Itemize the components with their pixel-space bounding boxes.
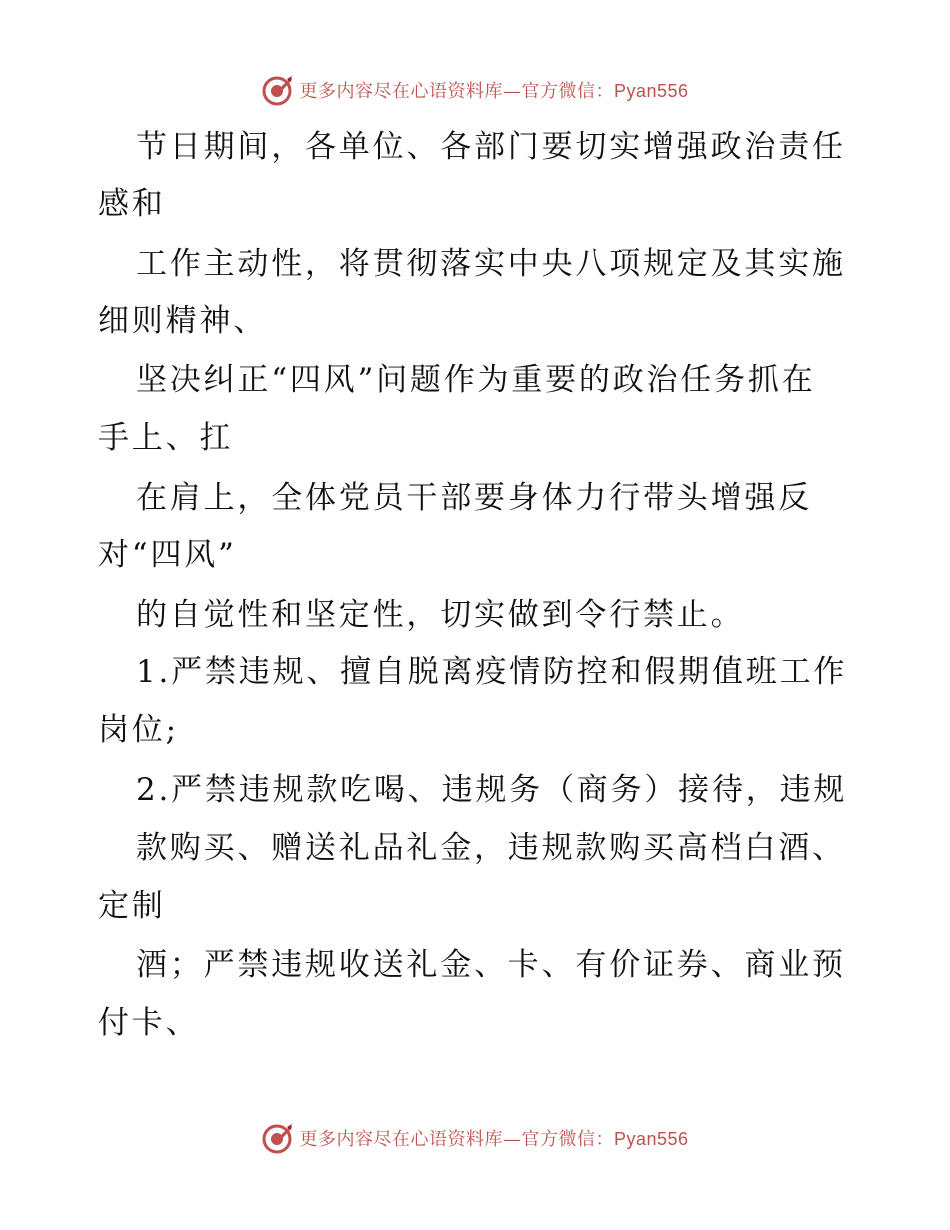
text-line: 款购买、赠送礼品礼金，违规款购买高档白酒、	[136, 830, 846, 866]
footer-banner-text: 更多内容尽在心语资料库—官方微信：Pyan556	[299, 1129, 689, 1150]
text-line: 工作主动性，将贯彻落实中央八项规定及其实施	[136, 246, 846, 282]
text-line: 感和	[98, 186, 166, 222]
text-line: 2.严禁违规款吃喝、违规务（商务）接待，违规	[136, 772, 848, 808]
text-line: 对“四风”	[98, 537, 237, 573]
text-line: 定制	[98, 888, 166, 924]
text-line: 付卡、	[98, 1005, 200, 1041]
text-line: 的自觉性和坚定性，切实做到令行禁止。	[136, 597, 745, 633]
text-line: 坚决纠正“四风”问题作为重要的政治任务抓在	[136, 362, 816, 398]
text-line: 细则精神、	[98, 303, 267, 339]
footer-banner-id: Pyan556	[613, 1129, 689, 1149]
footer-banner	[0, 1118, 950, 1158]
header-banner-id: Pyan556	[613, 81, 689, 101]
text-line: 节日期间，各单位、各部门要切实增强政治责任	[136, 129, 846, 165]
text-line: 岗位;	[98, 712, 179, 748]
header-banner-text: 更多内容尽在心语资料库—官方微信：Pyan556	[299, 81, 689, 102]
text-line: 在肩上，全体党员干部要身体力行带头增强反	[136, 480, 812, 516]
quill-logo-icon	[261, 1121, 295, 1155]
text-line: 1.严禁违规、擅自脱离疫情防控和假期值班工作	[136, 654, 848, 690]
text-line: 手上、扛	[98, 420, 234, 456]
text-line: 酒；严禁违规收送礼金、卡、有价证券、商业预	[136, 947, 846, 983]
